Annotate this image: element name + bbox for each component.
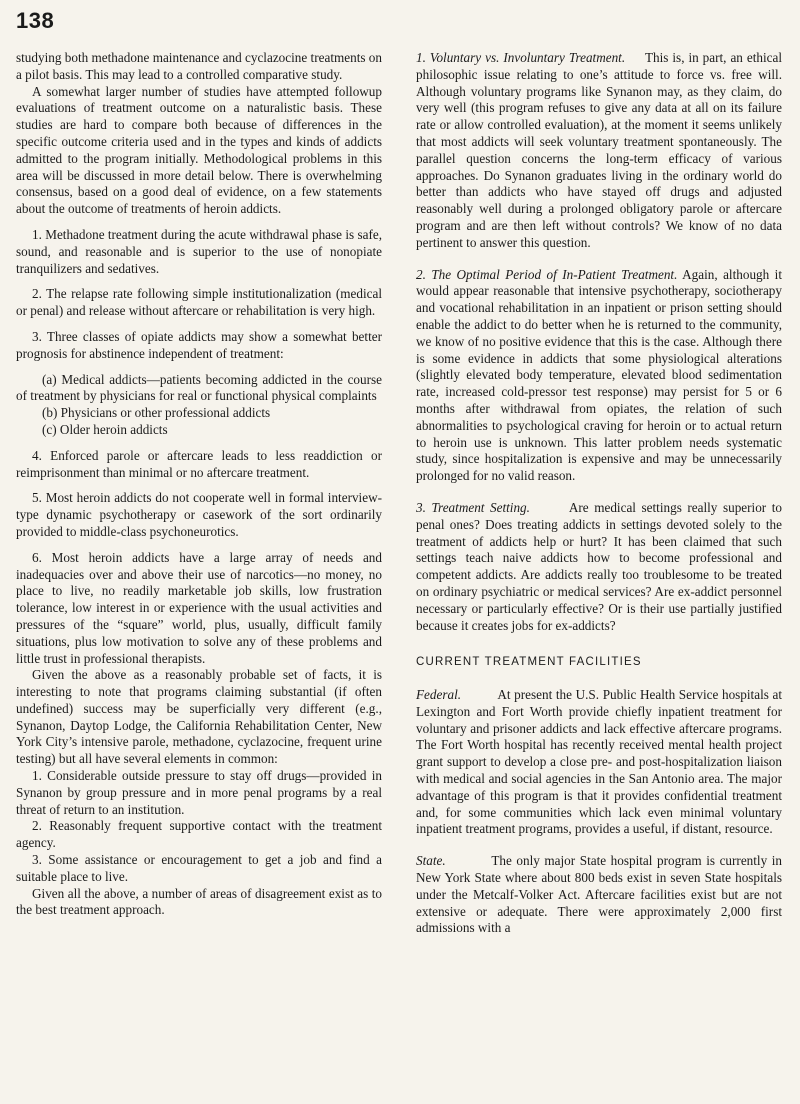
voluntary-treatment-paragraph bbox=[416, 50, 782, 252]
state-text: The only major State hospital program is currently in New York State where about 800 beds exist in seven State hospitals under the Metcalf-Volker Act. Aftercare facilities exist but are not extensive or adequate. There were approximately 2,000 first admissions with a bbox=[416, 853, 783, 936]
optimal-period-heading: 2. The Optimal Period of In-Patient Treatment. bbox=[416, 266, 678, 282]
state-heading: State. bbox=[416, 853, 446, 869]
page-number: 138 bbox=[16, 8, 55, 33]
federal-paragraph bbox=[416, 687, 782, 838]
voluntary-treatment-heading: 1. Voluntary vs. Involuntary Treatment. bbox=[416, 50, 626, 65]
finding-3b: (b) Physicians or other professional addicts bbox=[42, 405, 271, 421]
right-column bbox=[416, 50, 782, 937]
finding-2: 2. The relapse rate following simple institutionalization (medical or penal) and release without aftercare or rehabilitation is very high. bbox=[16, 286, 382, 319]
common-element-1: 1. Considerable outside pressure to stay off drugs—provided in Synanon by group pressure and in more penal programs by a real threat of return to an institution. bbox=[16, 768, 382, 817]
treatment-setting-paragraph bbox=[416, 500, 782, 634]
voluntary-treatment-text: This is, in part, an ethical philosophic issue relating to one’s attitude to force vs. free will. Although voluntary programs like Synanon may, as they claim, do very well (this program refuses to give any data at all on its failure rate or allow controlled evaluation), at the moment it seems unlikely that most addicts will seek voluntary treatment spontaneously. The parallel question concerns the long-term efficacy of various approaches. Do Synanon graduates living in the ordinary world do better than addicts who have stayed off drugs and adjusted reasonably well during a prolonged obligatory parole or aftercare program and are then left without controls? We know of no data pertinent to answer this question. bbox=[416, 50, 783, 250]
outcome-studies-paragraph: A somewhat larger number of studies have attempted followup evaluations of treatment outcome on a naturalistic basis. These studies are hard to compare both because of differences in the specific outcome criteria used and in the types and kinds of addicts admitted to the program initially. Methodological problems in this area will be discussed in more detail below. There is overwhelming consensus, based on a good deal of evidence, on a few statements about the outcome of treatments of heroin addicts. bbox=[16, 83, 382, 217]
federal-heading: Federal. bbox=[416, 687, 462, 703]
finding-3: 3. Three classes of opiate addicts may show a somewhat better prognosis for abstinence independent of treatment: bbox=[16, 328, 382, 361]
closing-paragraph: Given all the above, a number of areas of disagreement exist as to the best treatment approach. bbox=[16, 885, 382, 918]
common-element-2: 2. Reasonably frequent supportive contact with the treatment agency. bbox=[16, 818, 382, 851]
finding-1: 1. Methadone treatment during the acute withdrawal phase is safe, sound, and reasonable and is superior to the use of nonopiate tranquilizers and sedatives. bbox=[16, 226, 382, 276]
left-column bbox=[16, 50, 382, 919]
optimal-period-text: Again, although it would appear reasonable that intensive psychotherapy, sociotherapy and vocational rehabilitation in an inpatient or prison setting should enable the addict to do better when he is returned to the community, we know of no positive evidence that this is the case. Although there is some evidence in addicts that some physiological alterations (slightly elevated body temperature, elevated blood sedimentation rate, increased cold-pressor test response) may persist for 5 or 6 months after withdrawal from opiates, the relation of such abnormalities to psychological craving for heroin or to actual return to heroin use is unknown. This latter problem needs systematic study, since hospitalization is expensive and may be unnecessarily prolonged for no valid reason. bbox=[416, 266, 782, 484]
federal-text: At present the U.S. Public Health Service hospitals at Lexington and Fort Worth provide chiefly inpatient treatment for voluntary and prisoner addicts and lack effective aftercare programs. The Fort Worth hospital has recently received mental health project grant support to develop a close pre- and post-hospitalization liaison with medical and social agencies in the San Antonio area. The major advantage of this program is that it provides confidential treatment and, for some communities which lack even minimal voluntary inpatient treatment programs, provides a useful, if distant, resource. bbox=[416, 687, 783, 837]
finding-3a: (a) Medical addicts—patients becoming addicted in the course of treatment by physicians for real or functional physical complaints bbox=[16, 371, 382, 404]
finding-6: 6. Most heroin addicts have a large array of needs and inadequacies over and above their use of narcotics—no money, no place to live, no readily marketable job skills, low frustration tolerance, low interest in or experience with the usual activities and pressures of the “square” world, plus, usually, difficult family situations, plus low motivation to solve any of these problems and little trust in professional therapists. bbox=[16, 549, 382, 666]
optimal-period-paragraph bbox=[416, 267, 782, 485]
section-heading: CURRENT TREATMENT FACILITIES bbox=[416, 656, 642, 669]
treatment-setting-text: Are medical settings really superior to penal ones? Does treating addicts in settings devoted solely to the treatment of addicts help or hurt? It has been claimed that such settings teach naive addicts how to become professional and competent addicts. Are addicts really too troublesome to be treated on ordinary psychiatric or medical services? Are ex-addict personnel necessary or particularly effective? Or is their use partially justified because it creates jobs for ex-addicts? bbox=[416, 499, 783, 633]
common-element-3: 3. Some assistance or encouragement to get a job and find a suitable place to live. bbox=[16, 852, 382, 884]
finding-4: 4. Enforced parole or aftercare leads to less readdiction or reimprisonment than minimal or no aftercare treatment. bbox=[16, 447, 382, 480]
treatment-setting-heading: 3. Treatment Setting. bbox=[416, 499, 530, 515]
finding-3c: (c) Older heroin addicts bbox=[42, 421, 168, 437]
intro-paragraph: studying both methadone maintenance and cyclazocine treatments on a pilot basis. This may lead to a controlled comparative study. bbox=[16, 50, 382, 82]
common-elements-paragraph: Given the above as a reasonably probable set of facts, it is interesting to note that programs claiming substantial (if often undefined) success may be superficially very different (e.g., Synanon, Daytop Lodge, the California Rehabilitation Center, New York City’s intensive parole, methadone, cyclazocine, frequent urine testing) but all have several elements in common: bbox=[16, 667, 382, 767]
state-paragraph bbox=[416, 853, 782, 937]
finding-5: 5. Most heroin addicts do not cooperate well in formal interview-type dynamic psychotherapy or casework of the sort ordinarily provided to middle-class psychoneurotics. bbox=[16, 490, 382, 539]
